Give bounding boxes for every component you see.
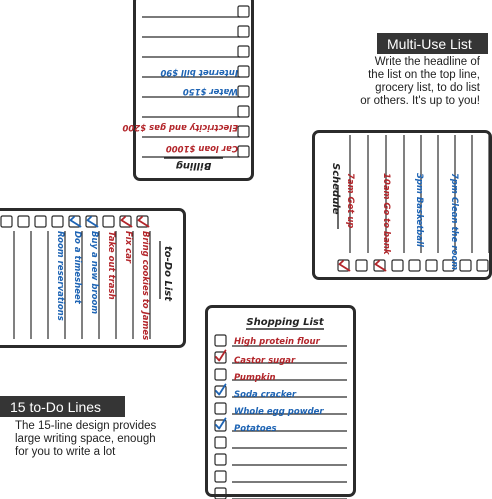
schedule-item-1: 7am Get up bbox=[345, 173, 355, 229]
shopping-item-5: Whole egg powder bbox=[234, 407, 324, 417]
todo-item-3: Take out trash bbox=[106, 231, 116, 300]
schedule-card-lines bbox=[315, 133, 489, 277]
schedule-checkbox bbox=[356, 260, 367, 271]
schedule-checkbox bbox=[460, 260, 471, 271]
todo-description bbox=[15, 420, 156, 459]
todo-desc-line-1: The 15-line design provides bbox=[15, 420, 157, 432]
schedule-checkbox bbox=[409, 260, 420, 271]
billing-checkbox bbox=[238, 6, 249, 17]
todo-card bbox=[0, 208, 186, 348]
multi-use-desc-line-2: the list on the top line, bbox=[368, 69, 480, 81]
billing-checkbox bbox=[238, 86, 249, 97]
todo-checkbox bbox=[52, 216, 63, 227]
shopping-item-2: Castor sugar bbox=[234, 356, 296, 366]
billing-item-2: Electricity and gas $200 bbox=[122, 122, 238, 132]
schedule-card bbox=[312, 130, 492, 280]
shopping-item-4: Soda cracker bbox=[234, 390, 297, 400]
billing-item-4: Internet bill $90 bbox=[160, 67, 238, 77]
todo-check-mark-1 bbox=[139, 217, 149, 227]
billing-title: Billing bbox=[175, 160, 212, 171]
billing-checkbox bbox=[238, 146, 249, 157]
todo-check-mark-2 bbox=[122, 217, 132, 227]
multi-use-banner-label: Multi-Use List bbox=[387, 36, 472, 52]
shopping-card-lines bbox=[208, 308, 353, 494]
schedule-checkbox bbox=[392, 260, 403, 271]
multi-use-desc-line-1: Write the headline of bbox=[374, 56, 480, 68]
shopping-checkbox bbox=[215, 369, 226, 380]
todo-check-mark-3 bbox=[88, 217, 98, 227]
multi-use-banner bbox=[377, 33, 488, 54]
todo-desc-line-2: large writing space, enough bbox=[15, 433, 156, 445]
schedule-item-4: 7pm Clean the room bbox=[449, 173, 459, 271]
shopping-checkbox bbox=[215, 471, 226, 482]
schedule-title: Schedule bbox=[330, 163, 341, 215]
todo-checkbox bbox=[103, 216, 114, 227]
billing-checkbox bbox=[238, 66, 249, 77]
billing-checkbox bbox=[238, 106, 249, 117]
shopping-checkbox bbox=[215, 454, 226, 465]
todo-title: to-Do List bbox=[162, 246, 173, 301]
todo-check-mark-4 bbox=[71, 217, 81, 227]
billing-card-lines bbox=[122, 0, 251, 178]
billing-checkbox bbox=[238, 46, 249, 57]
todo-item-4: Buy a new broom bbox=[89, 231, 99, 315]
todo-checkbox bbox=[35, 216, 46, 227]
schedule-checkbox bbox=[477, 260, 488, 271]
todo-checkbox bbox=[1, 216, 12, 227]
billing-card bbox=[122, 0, 254, 181]
billing-item-3: Water $150 bbox=[182, 86, 238, 96]
schedule-check-mark-2 bbox=[376, 261, 386, 271]
shopping-item-3: Pumpkin bbox=[234, 373, 276, 383]
schedule-checkbox bbox=[426, 260, 437, 271]
todo-item-6: Room reservations bbox=[55, 231, 65, 321]
todo-desc-line-3: for you to write a lot bbox=[15, 446, 116, 458]
todo-item-1: Bring cookies to James bbox=[140, 231, 150, 341]
billing-checkbox bbox=[238, 126, 249, 137]
todo-banner bbox=[0, 396, 125, 417]
billing-checkbox bbox=[238, 26, 249, 37]
shopping-card bbox=[205, 305, 356, 497]
todo-banner-label: 15 to-Do Lines bbox=[10, 399, 102, 415]
todo-item-2: Fix car bbox=[123, 231, 133, 264]
multi-use-desc-line-3: grocery list, to do list bbox=[375, 82, 480, 94]
schedule-item-3: 3pm Basketball bbox=[414, 173, 424, 247]
todo-card-lines bbox=[0, 211, 183, 345]
todo-checkbox bbox=[18, 216, 29, 227]
shopping-checkbox bbox=[215, 335, 226, 346]
schedule-check-mark-1 bbox=[340, 261, 350, 271]
schedule-item-2: 10am Go to bank bbox=[381, 173, 391, 255]
shopping-item-1: High protein flour bbox=[234, 337, 320, 347]
shopping-checkbox bbox=[215, 488, 226, 499]
multi-use-desc-line-4: or others. It's up to you! bbox=[360, 95, 480, 107]
shopping-checkbox bbox=[215, 437, 226, 448]
multi-use-description bbox=[360, 56, 480, 108]
billing-item-1: Car loan $1000 bbox=[165, 143, 238, 153]
shopping-item-6: Potatoes bbox=[234, 424, 277, 434]
shopping-title: Shopping List bbox=[246, 317, 324, 328]
shopping-checkbox bbox=[215, 403, 226, 414]
todo-item-5: Do a timesheet bbox=[72, 231, 82, 304]
